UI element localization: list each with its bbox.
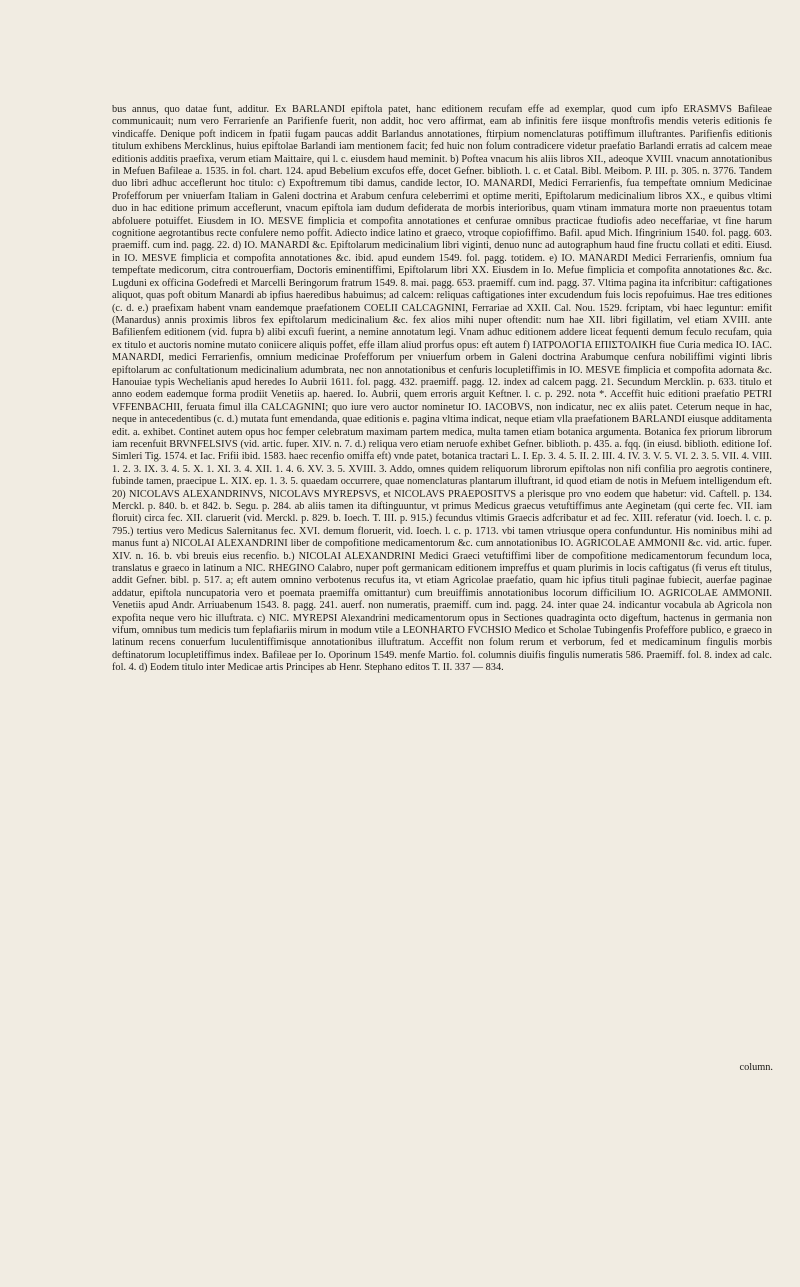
body-text-block	[112, 104, 772, 675]
catchword: column.	[739, 1062, 773, 1073]
body-paragraph: bus annus, quo datae funt, additur. Ex BARLANDI epiftola patet, hanc editionem recufam effe ad exemplar, quod cum ipfo ERASMVS Bafileae communicauit; num vero Ferrarienfe an Parifienfe fuerit, non addit, hoc vero affirmat, eam ab infinitis fere iisque monftrofis mendis veteris editionis fe vindicaffe. Denique poft indicem in fpatii fugam paucas addit Barlandus annotationes, ftirpium nomenclaturas potiffimum illuftrantes. Parifienfis editionis titulum exhibens Mercklinus, huius epiftolae Barlandi iam mentionem facit; fed huic non folum contradicere videtur praefatio Barlandi erratis ad calcem meae editionis additis praefixa, verum etiam Maittaire, qui l. c. eiusdem haud meminit. b) Poftea vnacum his aliis libros XII., adeoque XVIII. vnacum annotationibus in Mefuen Bafileae a. 1535. in fol. chart. 124. apud Bebelium excufos effe, docet Gefner. biblioth. l. c. et Catal. Bibl. Meibom. P. III. p. 305. n. 3776. Tandem duo libri adhuc acceflerunt hoc titulo: c) Expoftremum tibi damus, candide lector, IO. MANARDI, Medici Ferrarienfis, fua tempeftate omnium Medicinae Profefforum per vniuerfam Italiam in Galeni doctrina et Arabum cenfura celeberrimi et optime meriti, Epiftolarum medicinalium libros XX., e quibus vltimi duo in hac editione primum acceflerunt, vnacum epiftola iam dudum defiderata de morbis interioribus, quam vtinam immatura morte non praeuentus totam abfoluere potuiffet. Eiusdem in IO. MESVE fimplicia et compofita annotationes et cenfurae omnibus practicae ftudiofis adeo neceffariae, vt fine harum cognitione aegrotantibus recte confulere nemo poffit. Adiecto indice latino et graeco, vtroque copiofiffimo. Bafil. apud Mich. Ifingrinium 1540. fol. pagg. 603. praemiff. cum ind. pagg. 22. d) IO. MANARDI &c. Epiftolarum medicinalium libri viginti, denuo nunc ad autographum haud fine fructu collati et editi. Eiusd. in IO. MESVE fimplicia et compofita annotationes &c. ibid. apud eundem 1549. fol. pagg. totidem. e) IO. MANARDI Medici Ferrarienfis, omnium fua tempeftate medicorum, citra controuerfiam, Doctoris eminentiffimi, Epiftolarum libri XX. Eiusdem in Io. Mefue fimplicia et compofita annotationes &c. &c. Lugduni ex officina Godefredi et Marcelli Beringorum fratrum 1549. 8. mai. pagg. 653. praemiff. cum ind. pagg. 37. Vltima pagina ita infcribitur: caftigationes aliquot, quas poft obitum Manardi ab ipfius haeredibus habuimus; ad calcem: reliquas caftigationes inter excudendum fuis locis repofuimus. Hae tres editiones (c. d. e.) praefixam habent vnam eandemque praefationem COELII CALCAGNINI, Ferrariae ad XXII. Cal. Nou. 1529. fcriptam, vbi haec leguntur: emifit (Manardus) annis proximis libros fex epiftolarum medicinalium &c. fex alios mihi nuper oftendit: num hae XII. libri figillatim, vel etiam XVIII. ante Bafilienfem editionem (vid. fupra b) alibi excufi fuerint, a nemine annotatum legi. Vnam adhuc editionem addere liceat fequenti demum feculo recufam, quia ex titulo et auctoris nomine mutato coniicere aliquis poffet, effe illam aliud prorfus opus: eft autem f) ΙΑΤΡΟΛΟΓΙΑ ΕΠΙΣΤΟΛΙΚΗ fiue Curia medica IO. IAC. MANARDI, medici Ferrarienfis, omnium medicinae Profefforum per vniuerfum orbem in Galeni doctrina Arabumque cenfura nobiliffimi viginti libris epiftolarum ac confultationum medicinalium adumbrata, nec non annotationibus et cenfuris locupletiffimis in IO. MESVE fimplicia et compofita adornata &c. Hanouiae typis Wechelianis apud heredes Io Aubrii 1611. fol. pagg. 432. praemiff. pagg. 12. index ad calcem pagg. 21. Secundum Mercklin. p. 633. titulo et anno eodem eademque forma prodiit Venetiis ap. haered. Io. Aubrii, quem erroris arguit Keftner. l. c. p. 292. nota *. Acceffit huic editioni praefatio PETRI VFFENBACHII, feruata fimul illa CALCAGNINI; quo iure vero auctor nominetur IO. IACOBVS, non indicatur, nec ex aliis patet. Ceterum neque in hac, neque in antecedentibus (c. d.) mutata funt emendanda, quae editionis e. pagina vltima indicat, neque etiam vlla praefationem BARLANDI eiusque additamenta edit. a. exhibet. Continet autem opus hoc femper celebratum maximam partem medica, multa tamen etiam botanica argumenta. Botanica fex priorum librorum iam recenfuit BRVNFELSIVS (vid. artic. fuper. XIV. n. 7. d.) reliqua vero etiam neruofe exhibet Gefner. biblioth. p. 435. a. fqq. (in eiusd. biblioth. editione Iof. Simleri Tig. 1574. et Iac. Frifii ibid. 1583. haec recenfio omiffa eft) vnde patet, botanica tractari L. I. Ep. 3. 4. 5. II. 2. III. 4. IV. 3. V. 5. VI. 2. 3. 5. VII. 4. VIII. 1. 2. 3. IX. 3. 4. 5. X. 1. XI. 3. 4. XII. 1. 4. 6. XV. 3. 5. XVIII. 3. Addo, omnes quidem reliquorum librorum epiftolas non nifi confilia pro aegrotis continere, fubinde tamen, praecipue L. XIX. ep. 1. 3. 5. quaedam occurrere, quae nomenclaturas plantarum illuftrant, id quod etiam de notis in Mefuem intelligendum eft. 20) NICOLAVS ALEXANDRINVS, NICOLAVS MYREPSVS, et NICOLAVS PRAEPOSITVS a plerisque pro vno eodem que habetur: vid. Caftell. p. 134. Merckl. p. 840. b. et 842. b. Segu. p. 284. ab aliis tamen ita diftinguuntur, vt primus Medicus graecus vetuftiffimus ante Aeginetam (qui certe fec. VII. iam floruit) circa fec. XII. claruerit (vid. Merckl. p. 829. b. Ioech. T. III. p. 915.) fecundus vltimis Graecis adfcribatur et ad fec. XIII. referatur (vid. Ioech. l. c. p. 795.) tertius vero Medicus Salernitanus fec. XVI. demum floruerit, vid. Ioech. l. c. p. 1713. vbi tamen vtriusque opera confunduntur. His nominibus mihi ad manus funt a) NICOLAI ALEXANDRINI liber de compofitione medicamentorum &c. cum annotationibus IO. AGRICOLAE AMMONII &c. vid. artic. fuper. XIV. n. 16. b. vbi breuis eius recenfio. b.) NICOLAI ALEXANDRINI Medici Graeci vetuftiffimi liber de compofitione medicamentorum fecundum loca, translatus e graeco in latinum a NIC. RHEGINO Calabro, nuper poft germanicam editionem impreffus et quam plurimis in locis caftigatus (fi verus eft titulus, addit Gefner. bibl. p. 517. a; eft autem omnino verbotenus recufus ita, vt etiam Agricolae praefatio, quam hic ipfius tituli paginae fubiecit, auerfae paginae addatur, epiftola nuncupatoria vero et poemata praemiffa omittantur) cum breuiffimis annotationibus locorum difficilium IO. AGRICOLAE AMMONII. Venetiis apud Andr. Arriuabenum 1543. 8. pagg. 241. auerf. non numeratis, praemiff. cum ind. pagg. 24. inter quae 24. indicantur vocabula ab Agricola non expofita neque vero hic illuftrata. c) NIC. MYREPSI Alexandrini medicamentorum opus in Sectiones quadraginta octo digeftum, hactenus in germania non vifum, omnibus tum medicis tum feplafiariis mirum in modum vtile a LEONHARTO FVCHSIO Medico et Scholae Tubingenfis Profeffore publico, e graeco in latinum recens conuerfum luculentiffimisque annotationibus illuftratum. Acceffit non folum rerum et verborum, fed et medicaminum fingulis morbis deftinatorum locupletiffimus index. Bafileae per Io. Oporinum 1549. menfe Martio. fol. columnis diuifis fingulis numeratis 586. Praemiff. fol. 8. index ad calc. fol. 4. d) Eodem titulo inter Medicae artis Principes ab Henr. Stephano editos T. II. 337 — 834.	[112, 104, 772, 674]
